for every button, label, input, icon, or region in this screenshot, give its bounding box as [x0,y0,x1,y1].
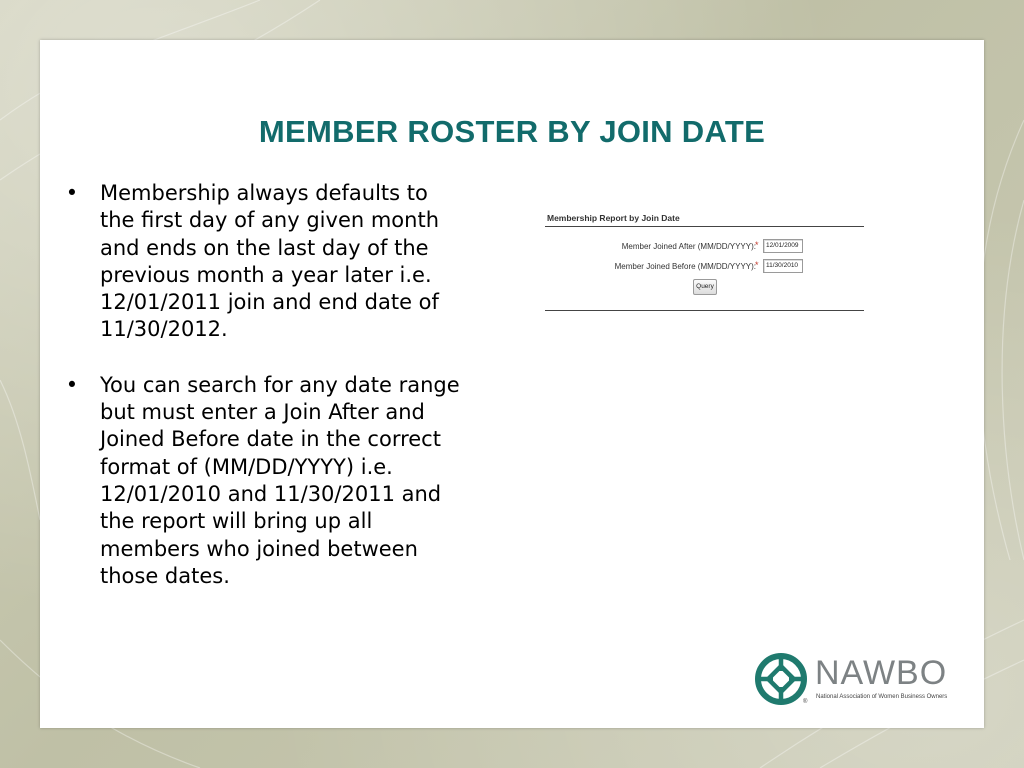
bullet-text: Membership always defaults to the first day of any given month and ends on the last day of the previous month a year later i.e. 12/01/2011 join and end date of 11/30/2012. [100,181,440,342]
joined-after-label: Member Joined After (MM/DD/YYYY): [621,242,756,251]
required-marker: * [755,240,759,250]
divider [545,226,864,227]
nawbo-logo [753,651,953,709]
required-marker: * [755,260,759,270]
joined-after-row [545,239,864,255]
joined-before-input[interactable]: 11/30/2010 [763,259,803,273]
report-form-title: Membership Report by Join Date [547,213,680,223]
bullet-text: You can search for any date range but must enter a Join After and Joined Before date in the correct format of (MM/DD/YYYY) i.e. 12/01/2010 and 11/30/2011 and the report will bring up all members who joined between those dates. [100,372,460,588]
query-button[interactable]: Query [693,279,717,295]
slide-panel [40,40,984,728]
bullet-item [62,180,462,344]
bullet-marker: • [65,181,79,205]
bullet-item [62,372,462,590]
joined-before-row [545,259,864,275]
nawbo-knot-icon [753,651,809,707]
joined-after-input[interactable]: 12/01/2009 [763,239,803,253]
logo-wordmark: NAWBO [815,654,948,692]
bullet-list [62,180,462,618]
divider [545,310,864,311]
logo-tagline: National Association of Women Business Owners [816,694,948,700]
registered-mark: ® [803,699,808,705]
membership-report-form [545,213,864,311]
bullet-marker: • [65,372,79,397]
joined-before-label: Member Joined Before (MM/DD/YYYY): [614,262,756,271]
slide-title: MEMBER ROSTER BY JOIN DATE [258,114,766,149]
